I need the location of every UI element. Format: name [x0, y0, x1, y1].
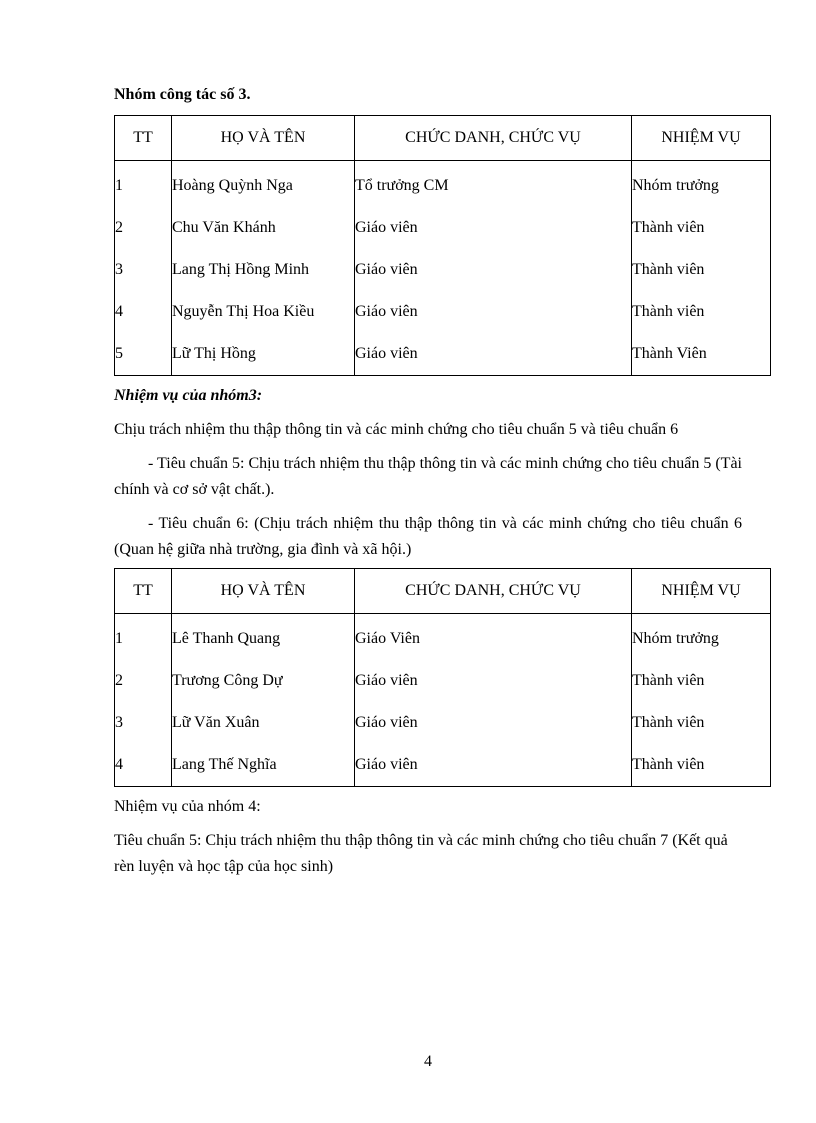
group4-task-line: Tiêu chuẩn 5: Chịu trách nhiệm thu thập thông tin và các minh chứng cho tiêu chuẩn 7 (Kết quả rèn luyện và học tập của học sinh) [114, 832, 728, 875]
cell-title: Giáo viên [355, 660, 632, 702]
table-row [115, 702, 771, 744]
header-name: HỌ VÀ TÊN [172, 116, 355, 161]
cell-name: Lang Thị Hồng Minh [172, 249, 355, 291]
header-duty: NHIỆM VỤ [632, 116, 771, 161]
cell-name: Nguyễn Thị Hoa Kiều [172, 291, 355, 333]
table-row [115, 333, 771, 376]
group3-title: Nhóm công tác số 3. [114, 86, 251, 103]
criterion-6-paragraph: - Tiêu chuẩn 6: (Chịu trách nhiệm thu thập thông tin và các minh chứng cho tiêu chuẩn 6 (Quan hệ giữa nhà trường, gia đình và xã hội.) [114, 515, 742, 558]
cell-tt: 5 [115, 333, 172, 376]
cell-tt: 3 [115, 702, 172, 744]
table-row [115, 249, 771, 291]
cell-duty: Thành Viên [632, 333, 771, 376]
cell-name: Lữ Văn Xuân [172, 702, 355, 744]
table-row [115, 744, 771, 787]
table-row [115, 291, 771, 333]
cell-tt: 4 [115, 291, 172, 333]
cell-duty: Thành viên [632, 660, 771, 702]
cell-title: Tổ trưởng CM [355, 161, 632, 208]
table-header-row [115, 569, 771, 614]
cell-duty: Nhóm trưởng [632, 161, 771, 208]
header-duty: NHIỆM VỤ [632, 569, 771, 614]
group4-table [114, 568, 771, 787]
header-tt: TT [115, 116, 172, 161]
header-name: HỌ VÀ TÊN [172, 569, 355, 614]
cell-duty: Thành viên [632, 702, 771, 744]
cell-duty: Thành viên [632, 207, 771, 249]
cell-name: Trương Công Dự [172, 660, 355, 702]
header-tt: TT [115, 569, 172, 614]
cell-name: Lê Thanh Quang [172, 614, 355, 661]
cell-tt: 4 [115, 744, 172, 787]
group3-task-line: Chịu trách nhiệm thu thập thông tin và các minh chứng cho tiêu chuẩn 5 và tiêu chuẩn 6 [114, 421, 679, 438]
cell-name: Lữ Thị Hồng [172, 333, 355, 376]
cell-title: Giáo viên [355, 291, 632, 333]
cell-duty: Nhóm trưởng [632, 614, 771, 661]
cell-title: Giáo viên [355, 744, 632, 787]
header-title: CHỨC DANH, CHỨC VỤ [355, 569, 632, 614]
cell-duty: Thành viên [632, 291, 771, 333]
cell-tt: 2 [115, 207, 172, 249]
cell-name: Hoàng Quỳnh Nga [172, 161, 355, 208]
cell-name: Lang Thế Nghĩa [172, 744, 355, 787]
table-header-row [115, 116, 771, 161]
group3-table [114, 115, 771, 376]
cell-name: Chu Văn Khánh [172, 207, 355, 249]
table-row [115, 207, 771, 249]
cell-tt: 1 [115, 614, 172, 661]
table-row [115, 614, 771, 661]
page-number: 4 [424, 1053, 432, 1070]
cell-duty: Thành viên [632, 249, 771, 291]
group4-task-heading: Nhiệm vụ của nhóm 4: [114, 798, 261, 815]
table-row [115, 161, 771, 208]
cell-title: Giáo viên [355, 249, 632, 291]
cell-tt: 1 [115, 161, 172, 208]
header-title: CHỨC DANH, CHỨC VỤ [355, 116, 632, 161]
cell-title: Giáo viên [355, 333, 632, 376]
cell-title: Giáo Viên [355, 614, 632, 661]
cell-tt: 2 [115, 660, 172, 702]
criterion-5-paragraph: - Tiêu chuẩn 5: Chịu trách nhiệm thu thập thông tin và các minh chứng cho tiêu chuẩn 5 (Tài chính và cơ sở vật chất.). [114, 455, 742, 498]
cell-duty: Thành viên [632, 744, 771, 787]
cell-title: Giáo viên [355, 207, 632, 249]
group3-task-heading: Nhiệm vụ của nhóm3: [114, 387, 263, 404]
cell-tt: 3 [115, 249, 172, 291]
cell-title: Giáo viên [355, 702, 632, 744]
table-row [115, 660, 771, 702]
